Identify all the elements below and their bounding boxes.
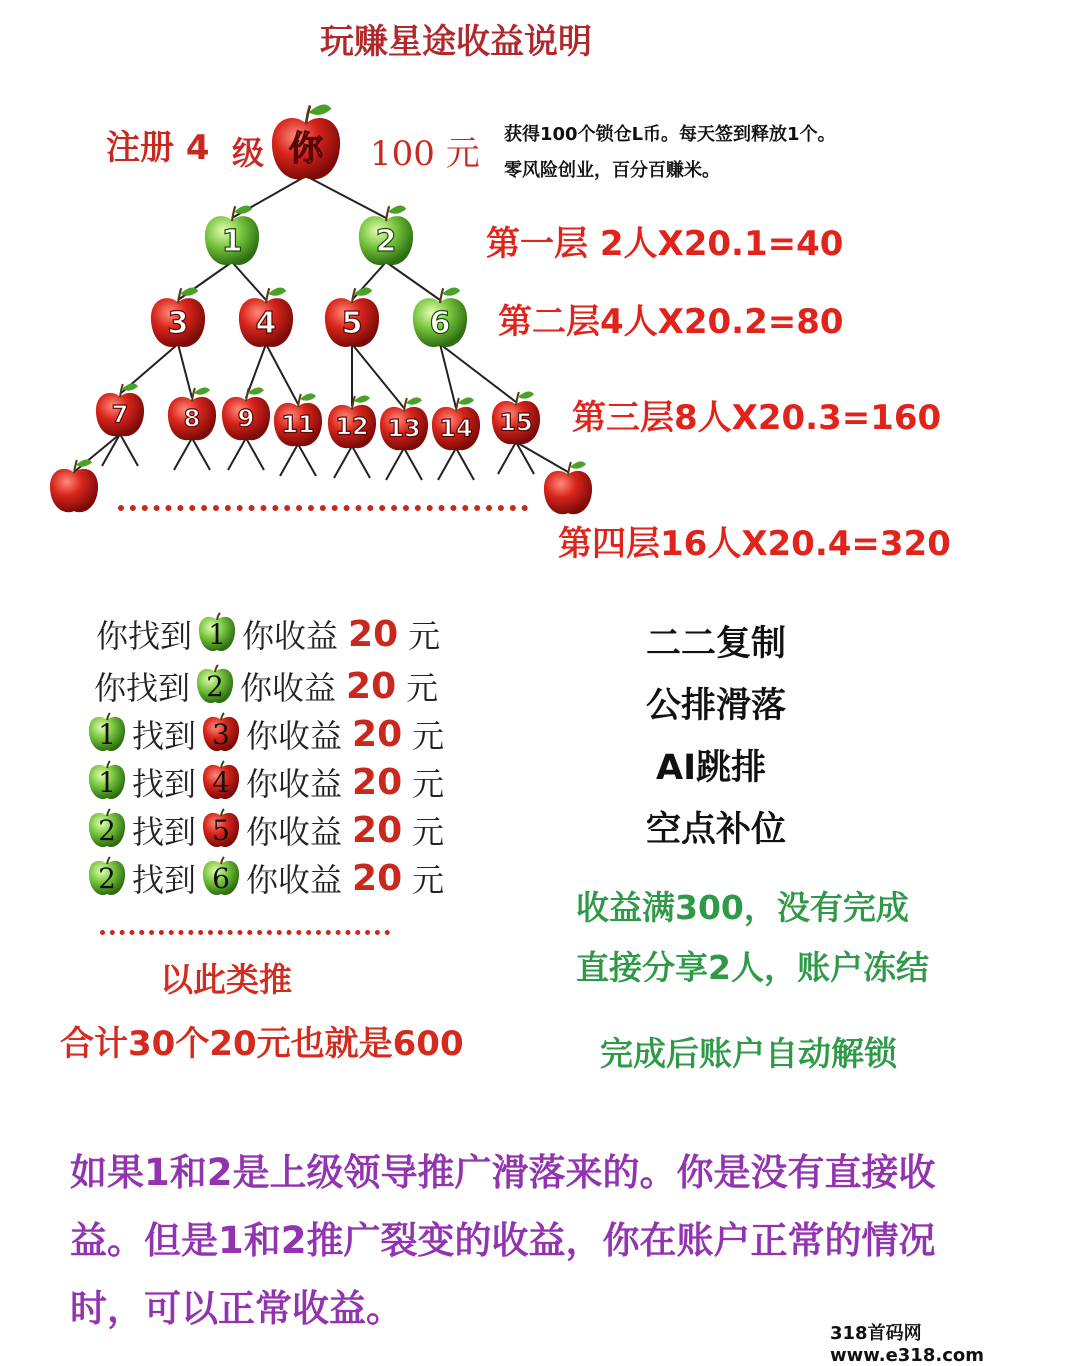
freeze-rule-2: 直接分享2人，账户冻结 xyxy=(576,948,929,987)
apple-13-leaf xyxy=(406,397,422,404)
apple-7-leaf xyxy=(122,383,138,390)
apple-9-label: 9 xyxy=(237,404,255,433)
apple-15 xyxy=(492,391,540,444)
tree-dotted-line xyxy=(118,505,528,511)
apple-11-leaf xyxy=(300,393,316,400)
header-note-2: 零风险创业，百分百赚米。 xyxy=(504,160,720,181)
apple-7 xyxy=(96,383,144,436)
watermark: 318首码网 www.e318.com xyxy=(830,1326,1080,1358)
row-target-apple-icon xyxy=(200,808,242,852)
tree-branch xyxy=(192,438,210,470)
row-target-apple-icon xyxy=(200,856,242,900)
row-income-label: 你收益 xyxy=(246,813,343,851)
row-target-apple-icon xyxy=(196,612,238,656)
svg-text:6: 6 xyxy=(212,862,230,895)
apple-level4-1-leaf xyxy=(76,459,92,466)
tree-branch xyxy=(438,448,456,480)
apple-level4-2 xyxy=(544,461,592,514)
freeze-rule-1: 收益满300，没有完成 xyxy=(576,888,909,927)
svg-text:2: 2 xyxy=(98,862,116,895)
apple-6-label: 6 xyxy=(429,305,451,341)
income-row xyxy=(94,664,438,708)
row-income-label: 你收益 xyxy=(246,861,343,899)
apple-2 xyxy=(359,205,413,265)
svg-text:1: 1 xyxy=(98,718,116,751)
tree-branch xyxy=(120,434,138,466)
apple-3-leaf xyxy=(180,287,198,295)
tree-branch xyxy=(298,444,316,476)
svg-text:4: 4 xyxy=(212,766,230,799)
row-amount: 20 xyxy=(352,857,403,899)
svg-text:5: 5 xyxy=(212,814,230,847)
row-amount: 20 xyxy=(348,613,399,655)
svg-text:2: 2 xyxy=(206,670,224,703)
apple-4-label: 4 xyxy=(255,305,277,341)
row-amount: 20 xyxy=(352,761,403,803)
tree-branch xyxy=(228,438,246,470)
row-income-label: 你收益 xyxy=(242,617,339,655)
feature-3: AI跳排 xyxy=(656,748,767,788)
root-apple-you-label: 你 xyxy=(289,129,323,170)
apple-8-leaf xyxy=(194,387,210,394)
row-source-apple-icon xyxy=(86,808,128,852)
apple-12-leaf xyxy=(354,395,370,402)
etc-text: 以此类推 xyxy=(160,960,292,999)
row-find-label: 你找到 xyxy=(96,617,193,655)
row-unit: 元 xyxy=(412,717,445,755)
row-amount: 20 xyxy=(346,665,397,707)
apple-5-label: 5 xyxy=(341,305,363,341)
level-label: 级 xyxy=(232,134,265,172)
apple-7-label: 7 xyxy=(111,400,129,429)
apple-2-leaf xyxy=(388,205,406,213)
apple-13-label: 13 xyxy=(387,414,421,443)
feature-1: 二二复制 xyxy=(646,624,787,664)
apple-level4-2-leaf xyxy=(570,461,586,468)
svg-text:2: 2 xyxy=(98,814,116,847)
apple-5-leaf xyxy=(354,287,372,295)
apple-5 xyxy=(325,287,379,347)
row-find-label: 找到 xyxy=(132,717,197,755)
apple-13 xyxy=(380,397,428,450)
price-label: 100 元 xyxy=(370,134,480,174)
income-row xyxy=(86,856,444,900)
row-amount: 20 xyxy=(352,713,403,755)
apple-1-leaf xyxy=(234,205,252,213)
row-target-apple-icon xyxy=(200,760,242,804)
apple-15-label: 15 xyxy=(499,408,533,437)
layer-label-3: 第三层8人X20.3=160 xyxy=(572,398,942,438)
tree-branch xyxy=(386,262,440,300)
row-income-label: 你收益 xyxy=(240,669,337,707)
bottom-text-1: 如果1和2是上级领导推广滑落来的。你是没有直接收 xyxy=(70,1151,936,1194)
register-label: 注册 4 xyxy=(106,128,210,168)
apple-3 xyxy=(151,287,205,347)
row-find-label: 找到 xyxy=(132,765,197,803)
svg-text:1: 1 xyxy=(98,766,116,799)
apple-11 xyxy=(274,393,322,446)
income-row xyxy=(86,808,444,852)
apple-tree-diagram xyxy=(0,0,1080,560)
tree-branch xyxy=(386,448,404,480)
apple-level4-1-body xyxy=(50,469,98,512)
row-find-label: 找到 xyxy=(132,813,197,851)
row-find-label: 你找到 xyxy=(94,669,191,707)
tree-branch xyxy=(334,446,352,478)
apple-level4-2-body xyxy=(544,471,592,514)
apple-1-label: 1 xyxy=(221,223,243,259)
row-unit: 元 xyxy=(412,813,445,851)
rows-dotted-line xyxy=(100,930,390,935)
tree-branch xyxy=(246,438,264,470)
row-source-apple-icon xyxy=(86,856,128,900)
total-text: 合计30个20元也就是600 xyxy=(60,1024,464,1064)
apple-level4-1 xyxy=(50,459,98,512)
bottom-text-2: 益。但是1和2推广裂变的收益，你在账户正常的情况 xyxy=(70,1219,936,1262)
apple-12-label: 12 xyxy=(335,412,369,441)
svg-text:1: 1 xyxy=(208,618,226,651)
row-source-apple-icon xyxy=(86,712,128,756)
apple-4-leaf xyxy=(268,287,286,295)
tree-branch xyxy=(232,262,266,300)
svg-text:3: 3 xyxy=(212,718,230,751)
tree-branch xyxy=(266,344,298,404)
apple-3-label: 3 xyxy=(167,305,189,341)
income-row xyxy=(86,712,444,756)
tree-branch xyxy=(404,448,422,480)
apple-14-label: 14 xyxy=(439,414,473,443)
row-unit: 元 xyxy=(406,669,439,707)
apple-6 xyxy=(413,287,467,347)
tree-branch xyxy=(102,434,120,466)
income-row xyxy=(96,612,440,656)
tree-branch xyxy=(498,442,516,474)
header-note-1: 获得100个锁仓L币。每天签到释放1个。 xyxy=(504,124,836,145)
row-source-apple-icon xyxy=(86,760,128,804)
feature-4: 空点补位 xyxy=(646,810,787,850)
apple-8-label: 8 xyxy=(183,404,201,433)
apple-2-label: 2 xyxy=(375,223,397,259)
root-apple-you-leaf xyxy=(309,105,332,115)
apple-11-label: 11 xyxy=(281,410,315,439)
row-unit: 元 xyxy=(412,861,445,899)
income-row xyxy=(86,760,444,804)
unlock-rule: 完成后账户自动解锁 xyxy=(600,1034,897,1073)
tree-branch xyxy=(306,176,386,218)
tree-branch xyxy=(280,444,298,476)
row-target-apple-icon xyxy=(194,664,236,708)
layer-label-1: 第一层 2人X20.1=40 xyxy=(486,224,844,264)
apple-9 xyxy=(222,387,270,440)
row-target-apple-icon xyxy=(200,712,242,756)
row-unit: 元 xyxy=(412,765,445,803)
tree-branch xyxy=(178,344,192,398)
apple-14 xyxy=(432,397,480,450)
apple-4 xyxy=(239,287,293,347)
apple-1 xyxy=(205,205,259,265)
row-income-label: 你收益 xyxy=(246,717,343,755)
page-title: 玩赚星途收益说明 xyxy=(320,22,592,62)
row-find-label: 找到 xyxy=(132,861,197,899)
apple-12 xyxy=(328,395,376,448)
apple-6-leaf xyxy=(442,287,460,295)
tree-branch xyxy=(456,448,474,480)
bottom-text-3: 时，可以正常收益。 xyxy=(70,1287,403,1330)
row-income-label: 你收益 xyxy=(246,765,343,803)
feature-2: 公排滑落 xyxy=(646,686,787,726)
row-unit: 元 xyxy=(408,617,441,655)
apple-15-leaf xyxy=(518,391,534,398)
tree-branch xyxy=(352,446,370,478)
apple-8 xyxy=(168,387,216,440)
apple-14-leaf xyxy=(458,397,474,404)
root-apple-you xyxy=(272,105,340,180)
tree-branch xyxy=(174,438,192,470)
layer-label-4: 第四层16人X20.4=320 xyxy=(558,524,951,564)
row-amount: 20 xyxy=(352,809,403,851)
layer-label-2: 第二层4人X20.2=80 xyxy=(498,302,844,342)
